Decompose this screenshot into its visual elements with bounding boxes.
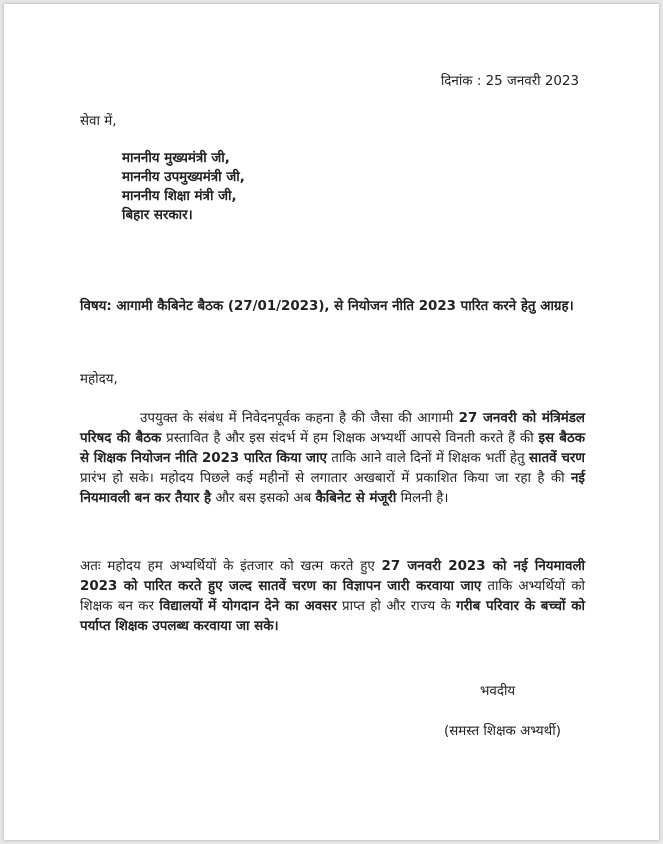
letter-page [4, 4, 659, 840]
paragraph-segment-bold: गरीब परिवार के बच्चों को पर्याप्त शिक्षक उपलब्ध करवाया जा सके। [80, 599, 585, 634]
paragraph-segment: प्राप्त हो और राज्य के [336, 599, 457, 614]
addressee-line: बिहार सरकार। [122, 208, 193, 223]
paragraph-segment-bold: इस बैठक से शिक्षक नियोजन नीति 2023 पारित किया जाए [80, 431, 586, 466]
closing: भवदीय [480, 684, 516, 699]
addressee-line: माननीय मुख्यमंत्री जी, [122, 151, 230, 166]
paragraph-segment: उपयुक्त के संबंध में निवेदनपूर्वक कहना है की जैसा की आगामी [140, 411, 459, 426]
paragraph-segment-bold: सातवें चरण [529, 451, 585, 466]
signer: (समस्त शिक्षक अभ्यर्थी) [444, 724, 561, 739]
paragraph-segment-bold: 27 जनवरी को मंत्रिमंडल परिषद की बैठक [80, 411, 585, 446]
addressee-line: माननीय शिक्षा मंत्री जी, [122, 189, 237, 204]
paragraph-segment-bold: कैबिनेट से मंजूरी [315, 491, 397, 506]
addressee-line: माननीय उपमुख्यमंत्री जी, [122, 170, 245, 185]
paragraph-segment: मिलनी है। [396, 491, 449, 506]
paragraph-segment-bold: विद्यालयों में योगदान देने का अवसर [159, 599, 337, 614]
letter-date: दिनांक : 25 जनवरी 2023 [440, 74, 579, 89]
addressee-block [122, 149, 245, 225]
paragraph-segment: ताकि आने वाले दिनों में शिक्षक भर्ती हेतु [326, 451, 529, 466]
subject-line: विषय: आगामी कैबिनेट बैठक (27/01/2023), से नियोजन नीति 2023 पारित करने हेतु आग्रह। [80, 299, 574, 314]
paragraph-segment: अतः महोदय हम अभ्यर्थियों के इंतजार को खत्म करते हुए [80, 559, 382, 574]
paragraph-segment: ताकि अभ्यर्थियों को शिक्षक बन कर [80, 579, 586, 614]
body-paragraph-2 [80, 557, 585, 637]
paragraph-segment-bold: नई नियमावली बन कर तैयार है [80, 471, 585, 506]
paragraph-segment-bold: 27 जनवरी 2023 को नई नियमावली 2023 को पारित करते हुए जल्द सातवें चरण का विज्ञापन जारी करवाया जाए [80, 559, 585, 594]
paragraph-segment: प्रस्तावित है और इस संदर्भ में हम शिक्षक अभ्यर्थी आपसे विनती करते हैं की [161, 431, 539, 446]
paragraph-segment: प्रारंभ हो सके। महोदय पिछले कई महीनों से लगातार अखबारों में प्रकाशित किया जा रहा है की [80, 471, 571, 486]
salutation: महोदय, [80, 372, 118, 387]
paragraph-segment: और बस इसको अब [211, 491, 316, 506]
to-label: सेवा में, [80, 114, 117, 129]
body-paragraph-1 [80, 409, 585, 509]
